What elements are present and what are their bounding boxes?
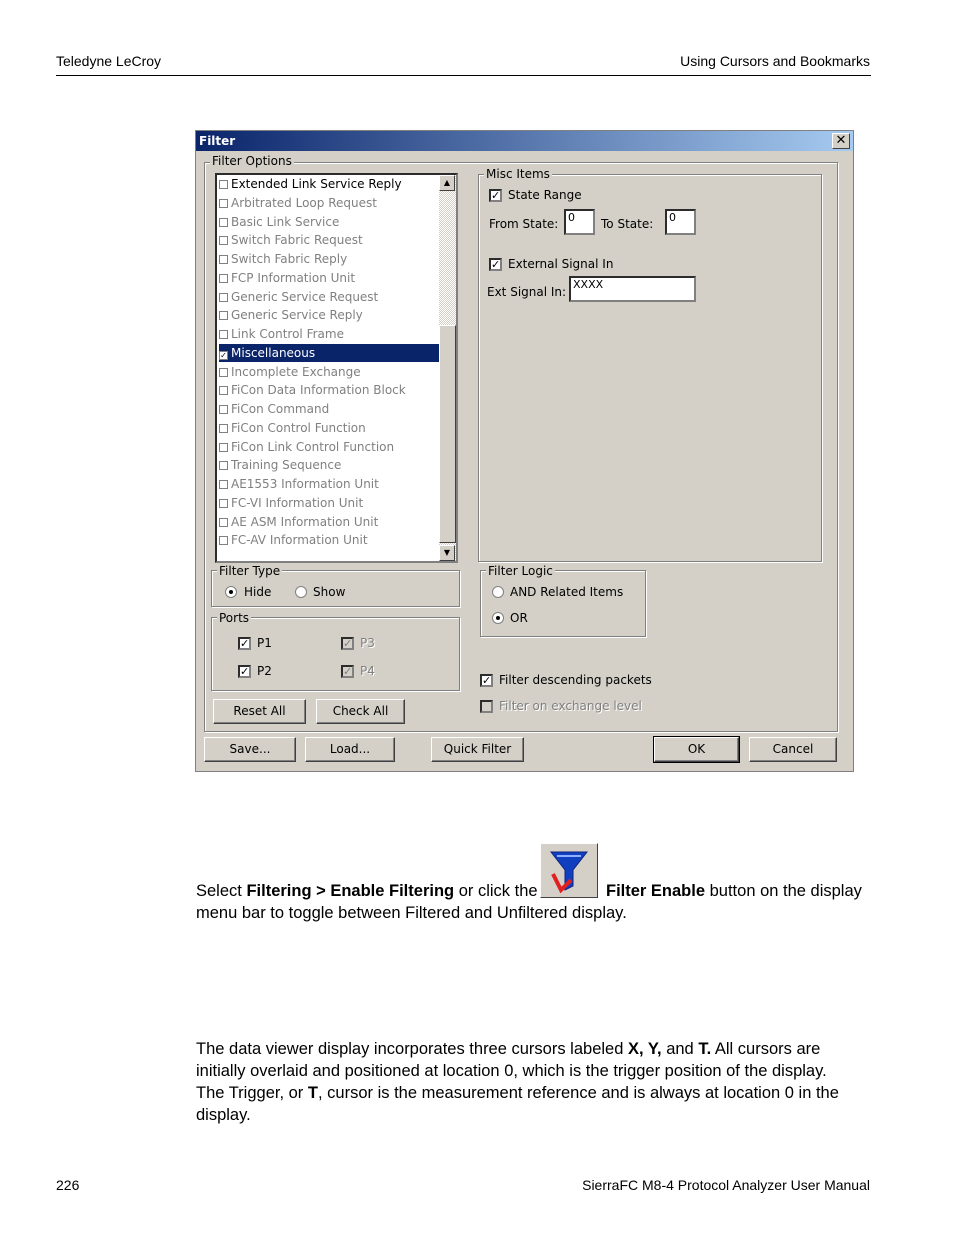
p3-checkbox[interactable]: [341, 637, 354, 650]
arrow-down-icon: ▼: [443, 548, 451, 557]
list-item[interactable]: [219, 344, 439, 362]
footer-title: SierraFC M8-4 Protocol Analyzer User Manual: [582, 1177, 870, 1193]
p1-text-a: Select: [196, 882, 247, 900]
list-item-checkbox[interactable]: [219, 293, 228, 302]
paragraph-filter-enable-line1: [196, 880, 538, 902]
filter-enable-icon-graphic: [541, 844, 597, 897]
list-item-checkbox[interactable]: [219, 330, 228, 339]
p2-text-d: T.: [698, 1040, 712, 1058]
list-item-label: AE ASM Information Unit: [231, 514, 379, 529]
p2-line4: display.: [196, 1106, 251, 1124]
p1-text-b: Filtering > Enable Filtering: [246, 882, 455, 900]
paragraph-cursors: [196, 1038, 839, 1126]
list-item-checkbox[interactable]: [219, 255, 228, 264]
ext-signal-in-label: Ext Signal In:: [487, 285, 567, 299]
list-item-label: FiCon Control Function: [231, 420, 366, 435]
list-item-label: Arbitrated Loop Request: [231, 195, 377, 210]
list-item-label: Generic Service Reply: [231, 308, 363, 323]
list-item-checkbox[interactable]: [219, 274, 228, 283]
list-item[interactable]: [219, 381, 439, 399]
misc-items-group: [478, 174, 822, 562]
list-item-label: Switch Fabric Request: [231, 233, 363, 248]
list-item-checkbox[interactable]: [219, 480, 228, 489]
ext-signal-in-input[interactable]: XXXX: [569, 276, 696, 302]
reset-all-button[interactable]: Reset All: [213, 699, 306, 724]
hide-label: Hide: [244, 585, 272, 599]
filter-descending-label: Filter descending packets: [499, 673, 652, 687]
p2-text-h: T: [307, 1084, 318, 1102]
radio-dot-icon: [496, 616, 500, 620]
and-label: AND Related Items: [510, 585, 624, 599]
close-button[interactable]: [832, 133, 850, 149]
list-item[interactable]: [219, 175, 439, 193]
scroll-down-button[interactable]: [439, 545, 455, 561]
list-item[interactable]: [219, 231, 439, 249]
load-button[interactable]: Load...: [305, 737, 395, 762]
to-state-label: To State:: [601, 217, 654, 231]
check-icon: ✓: [240, 665, 250, 678]
list-item-label: Miscellaneous: [231, 345, 316, 360]
list-item-checkbox[interactable]: [219, 199, 228, 208]
filter-logic-group: [480, 570, 646, 637]
list-item-label: FiCon Command: [231, 402, 330, 416]
from-state-label: From State:: [489, 217, 559, 231]
ports-group: [211, 617, 460, 691]
list-item-checkbox[interactable]: [219, 368, 228, 377]
list-item-label: Training Sequence: [231, 458, 342, 473]
list-item-label: Incomplete Exchange: [231, 364, 361, 379]
list-item-checkbox[interactable]: [219, 405, 228, 414]
list-item-checkbox[interactable]: [219, 518, 228, 527]
p2-text-c: and: [661, 1040, 699, 1058]
from-state-input[interactable]: 0: [564, 209, 595, 235]
p1-text-d: Filter Enable: [606, 882, 706, 900]
p3-label: P3: [360, 636, 375, 650]
list-item-checkbox[interactable]: [219, 424, 228, 433]
filter-exchange-checkbox[interactable]: [480, 700, 493, 713]
list-item-checkbox[interactable]: [219, 311, 228, 320]
or-label: OR: [510, 611, 528, 625]
footer-page-number: 226: [56, 1177, 80, 1193]
list-item-label: Switch Fabric Reply: [231, 252, 348, 266]
list-item-checkbox[interactable]: [219, 461, 228, 470]
quick-filter-button[interactable]: Quick Filter: [431, 737, 524, 762]
list-item-label: AE1553 Information Unit: [231, 477, 379, 491]
check-icon: ✓: [482, 674, 492, 687]
list-item[interactable]: [219, 288, 439, 306]
state-range-checkbox[interactable]: [489, 189, 502, 202]
check-all-button[interactable]: Check All: [316, 699, 405, 724]
scroll-thumb[interactable]: [439, 325, 456, 543]
p2-line3: [196, 1082, 839, 1104]
header-left: Teledyne LeCroy: [56, 53, 162, 69]
list-item-checkbox[interactable]: [219, 536, 228, 545]
list-item[interactable]: [219, 250, 439, 268]
filter-logic-label: Filter Logic: [488, 564, 553, 578]
external-signal-checkbox[interactable]: [489, 258, 502, 271]
list-item-label: Extended Link Service Reply: [231, 177, 402, 191]
list-item-label: Basic Link Service: [231, 214, 340, 229]
p1-checkbox[interactable]: [238, 637, 251, 650]
p2-line2: initially overlaid and positioned at location 0, which is the trigger position of the display.: [196, 1062, 827, 1080]
list-item[interactable]: [219, 531, 439, 549]
filter-dialog: [195, 130, 854, 772]
p1-label: P1: [257, 636, 272, 650]
check-icon: ✓: [491, 258, 501, 271]
radio-dot-icon: [229, 590, 233, 594]
list-item[interactable]: [219, 306, 439, 324]
p4-label: P4: [360, 664, 375, 678]
or-radio[interactable]: [492, 612, 504, 624]
p2-text-a: The data viewer display incorporates three cursors labeled: [196, 1040, 628, 1058]
p1-text-c: or click the: [454, 882, 538, 900]
list-scrollbar[interactable]: [439, 175, 456, 561]
filter-type-label: Filter Type: [219, 564, 281, 578]
p2-text-b: X, Y,: [627, 1040, 662, 1058]
list-item[interactable]: [219, 438, 439, 456]
filter-enable-icon: [540, 843, 598, 898]
show-label: Show: [313, 585, 346, 599]
list-item[interactable]: [219, 269, 439, 287]
list-item-checkbox[interactable]: [219, 443, 228, 452]
header-rule: [56, 75, 871, 76]
list-item-checkbox[interactable]: ✓: [220, 350, 227, 360]
p2-line1: [196, 1038, 839, 1060]
list-item-label: Generic Service Request: [231, 289, 379, 304]
header-right: Using Cursors and Bookmarks: [680, 53, 870, 69]
list-item-checkbox[interactable]: [219, 218, 228, 227]
list-item-label: FC-AV Information Unit: [231, 533, 368, 548]
and-radio[interactable]: [492, 586, 504, 598]
close-icon: ✕: [835, 133, 847, 148]
filter-exchange-label: Filter on exchange level: [499, 699, 642, 713]
list-item-checkbox[interactable]: [219, 499, 228, 508]
list-item-checkbox[interactable]: [219, 236, 228, 245]
paragraph-filter-enable-line2: menu bar to toggle between Filtered and Unfiltered display.: [196, 904, 627, 922]
filter-options-label: Filter Options: [212, 154, 292, 168]
p2-checkbox[interactable]: [238, 665, 251, 678]
check-icon: ✓: [343, 665, 353, 678]
p2-text-g: The Trigger, or: [196, 1084, 308, 1102]
filter-descending-checkbox[interactable]: [480, 674, 493, 687]
list-item-label: Link Control Frame: [231, 327, 344, 341]
list-item[interactable]: [219, 194, 439, 212]
cancel-button[interactable]: Cancel: [749, 737, 837, 762]
arrow-up-icon: ▲: [443, 178, 451, 187]
list-item[interactable]: [219, 513, 439, 531]
filter-options-list[interactable]: [215, 173, 458, 563]
list-item-label: FiCon Link Control Function: [231, 439, 395, 454]
list-item-label: FCP Information Unit: [231, 270, 356, 285]
list-item[interactable]: [219, 325, 439, 343]
p4-checkbox[interactable]: [341, 665, 354, 678]
hide-radio[interactable]: [225, 586, 237, 598]
p1-text-e: button on the display: [705, 882, 862, 900]
list-item-label: FC-VI Information Unit: [231, 495, 364, 510]
list-item-checkbox[interactable]: [219, 386, 228, 395]
state-range-label: State Range: [508, 188, 582, 202]
paragraph-filter-enable-line1b: [606, 880, 862, 902]
misc-items-label: Misc Items: [486, 167, 550, 181]
list-item[interactable]: [219, 213, 439, 231]
ports-label: Ports: [219, 611, 250, 625]
check-icon: ✓: [343, 637, 353, 650]
p2-text-e: All cursors are: [711, 1040, 821, 1058]
list-item[interactable]: [219, 400, 439, 418]
dialog-titlebar: [196, 131, 853, 151]
to-state-input[interactable]: 0: [665, 209, 696, 235]
scroll-up-button[interactable]: [439, 175, 455, 191]
list-item[interactable]: [219, 475, 439, 493]
list-item-checkbox[interactable]: [219, 180, 228, 189]
dialog-title: Filter: [199, 134, 236, 148]
list-item[interactable]: [219, 419, 439, 437]
list-item[interactable]: [219, 363, 439, 381]
check-icon: ✓: [240, 637, 250, 650]
check-icon: ✓: [491, 189, 501, 202]
external-signal-label: External Signal In: [508, 257, 614, 271]
save-button[interactable]: Save...: [204, 737, 296, 762]
list-item[interactable]: [219, 456, 439, 474]
list-item[interactable]: [219, 494, 439, 512]
list-item-label: FiCon Data Information Block: [231, 383, 406, 398]
p2-label: P2: [257, 664, 272, 678]
show-radio[interactable]: [295, 586, 307, 598]
ok-button[interactable]: OK: [654, 737, 739, 762]
p2-text-i: , cursor is the measurement reference and is always at location 0 in the: [317, 1084, 839, 1102]
